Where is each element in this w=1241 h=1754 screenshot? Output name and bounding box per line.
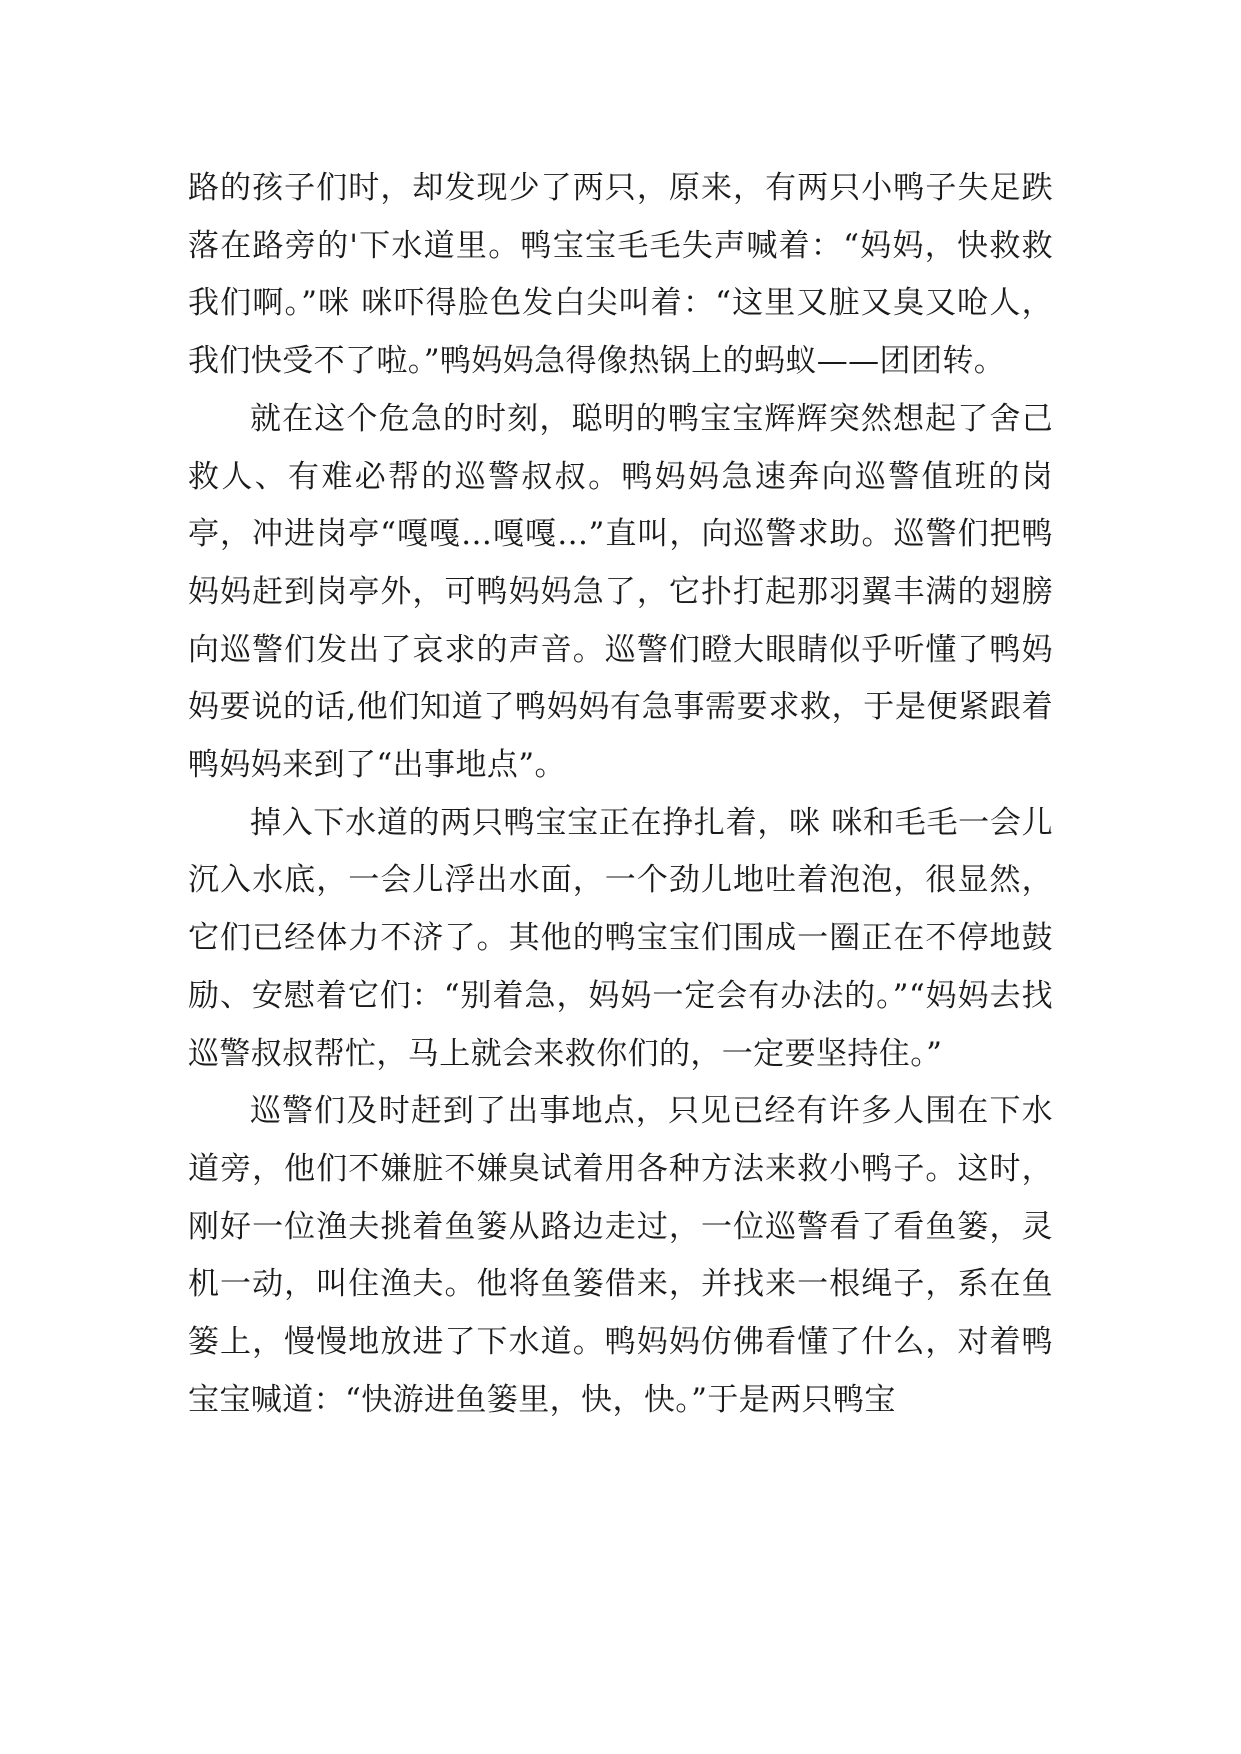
paragraph-2: 就在这个危急的时刻，聪明的鸭宝宝辉辉突然想起了舍己救人、有难必帮的巡警叔叔。鸭妈妈急速奔向巡警值班的岗亭，冲进岗亭“嘎嘎…嘎嘎…”直叫，向巡警求助。巡警们把鸭妈妈赶到岗亭外，可鸭妈妈急了，它扑打起那羽翼丰满的翅膀向巡警们发出了哀求的声音。巡警们瞪大眼睛似乎听懂了鸭妈妈要说的话,他们知道了鸭妈妈有急事需要求救，于是便紧跟着鸭妈妈来到了“出事地点”。 [188,400,1053,784]
paragraph-3: 掉入下水道的两只鸭宝宝正在挣扎着，咪 咪和毛毛一会儿沉入水底，一会儿浮出水面，一个劲儿地吐着泡泡，很显然，它们已经体力不济了。其他的鸭宝宝们围成一圈正在不停地鼓励、安慰着它们：“别着急，妈妈一定会有办法的。”“妈妈去找巡警叔叔帮忙，马上就会来救你们的，一定要坚持住。” [188,804,1053,1072]
paragraph-1: 路的孩子们时，却发现少了两只，原来，有两只小鸭子失足跌落在路旁的'下水道里。鸭宝宝毛毛失声喊着：“妈妈，快救救我们啊。”咪 咪吓得脸色发白尖叫着：“这里又脏又臭又呛人，我们快受不了啦。”鸭妈妈急得像热锅上的蚂蚁——团团转。 [188,170,1053,380]
paragraph-4: 巡警们及时赶到了出事地点，只见已经有许多人围在下水道旁，他们不嫌脏不嫌臭试着用各种方法来救小鸭子。这时，刚好一位渔夫挑着鱼篓从路边走过，一位巡警看了看鱼篓，灵机一动，叫住渔夫。他将鱼篓借来，并找来一根绳子，系在鱼篓上，慢慢地放进了下水道。鸭妈妈仿佛看懂了什么，对着鸭宝宝喊道：“快游进鱼篓里，快，快。”于是两只鸭宝 [188,1093,1053,1418]
document-body [188,160,1053,1429]
